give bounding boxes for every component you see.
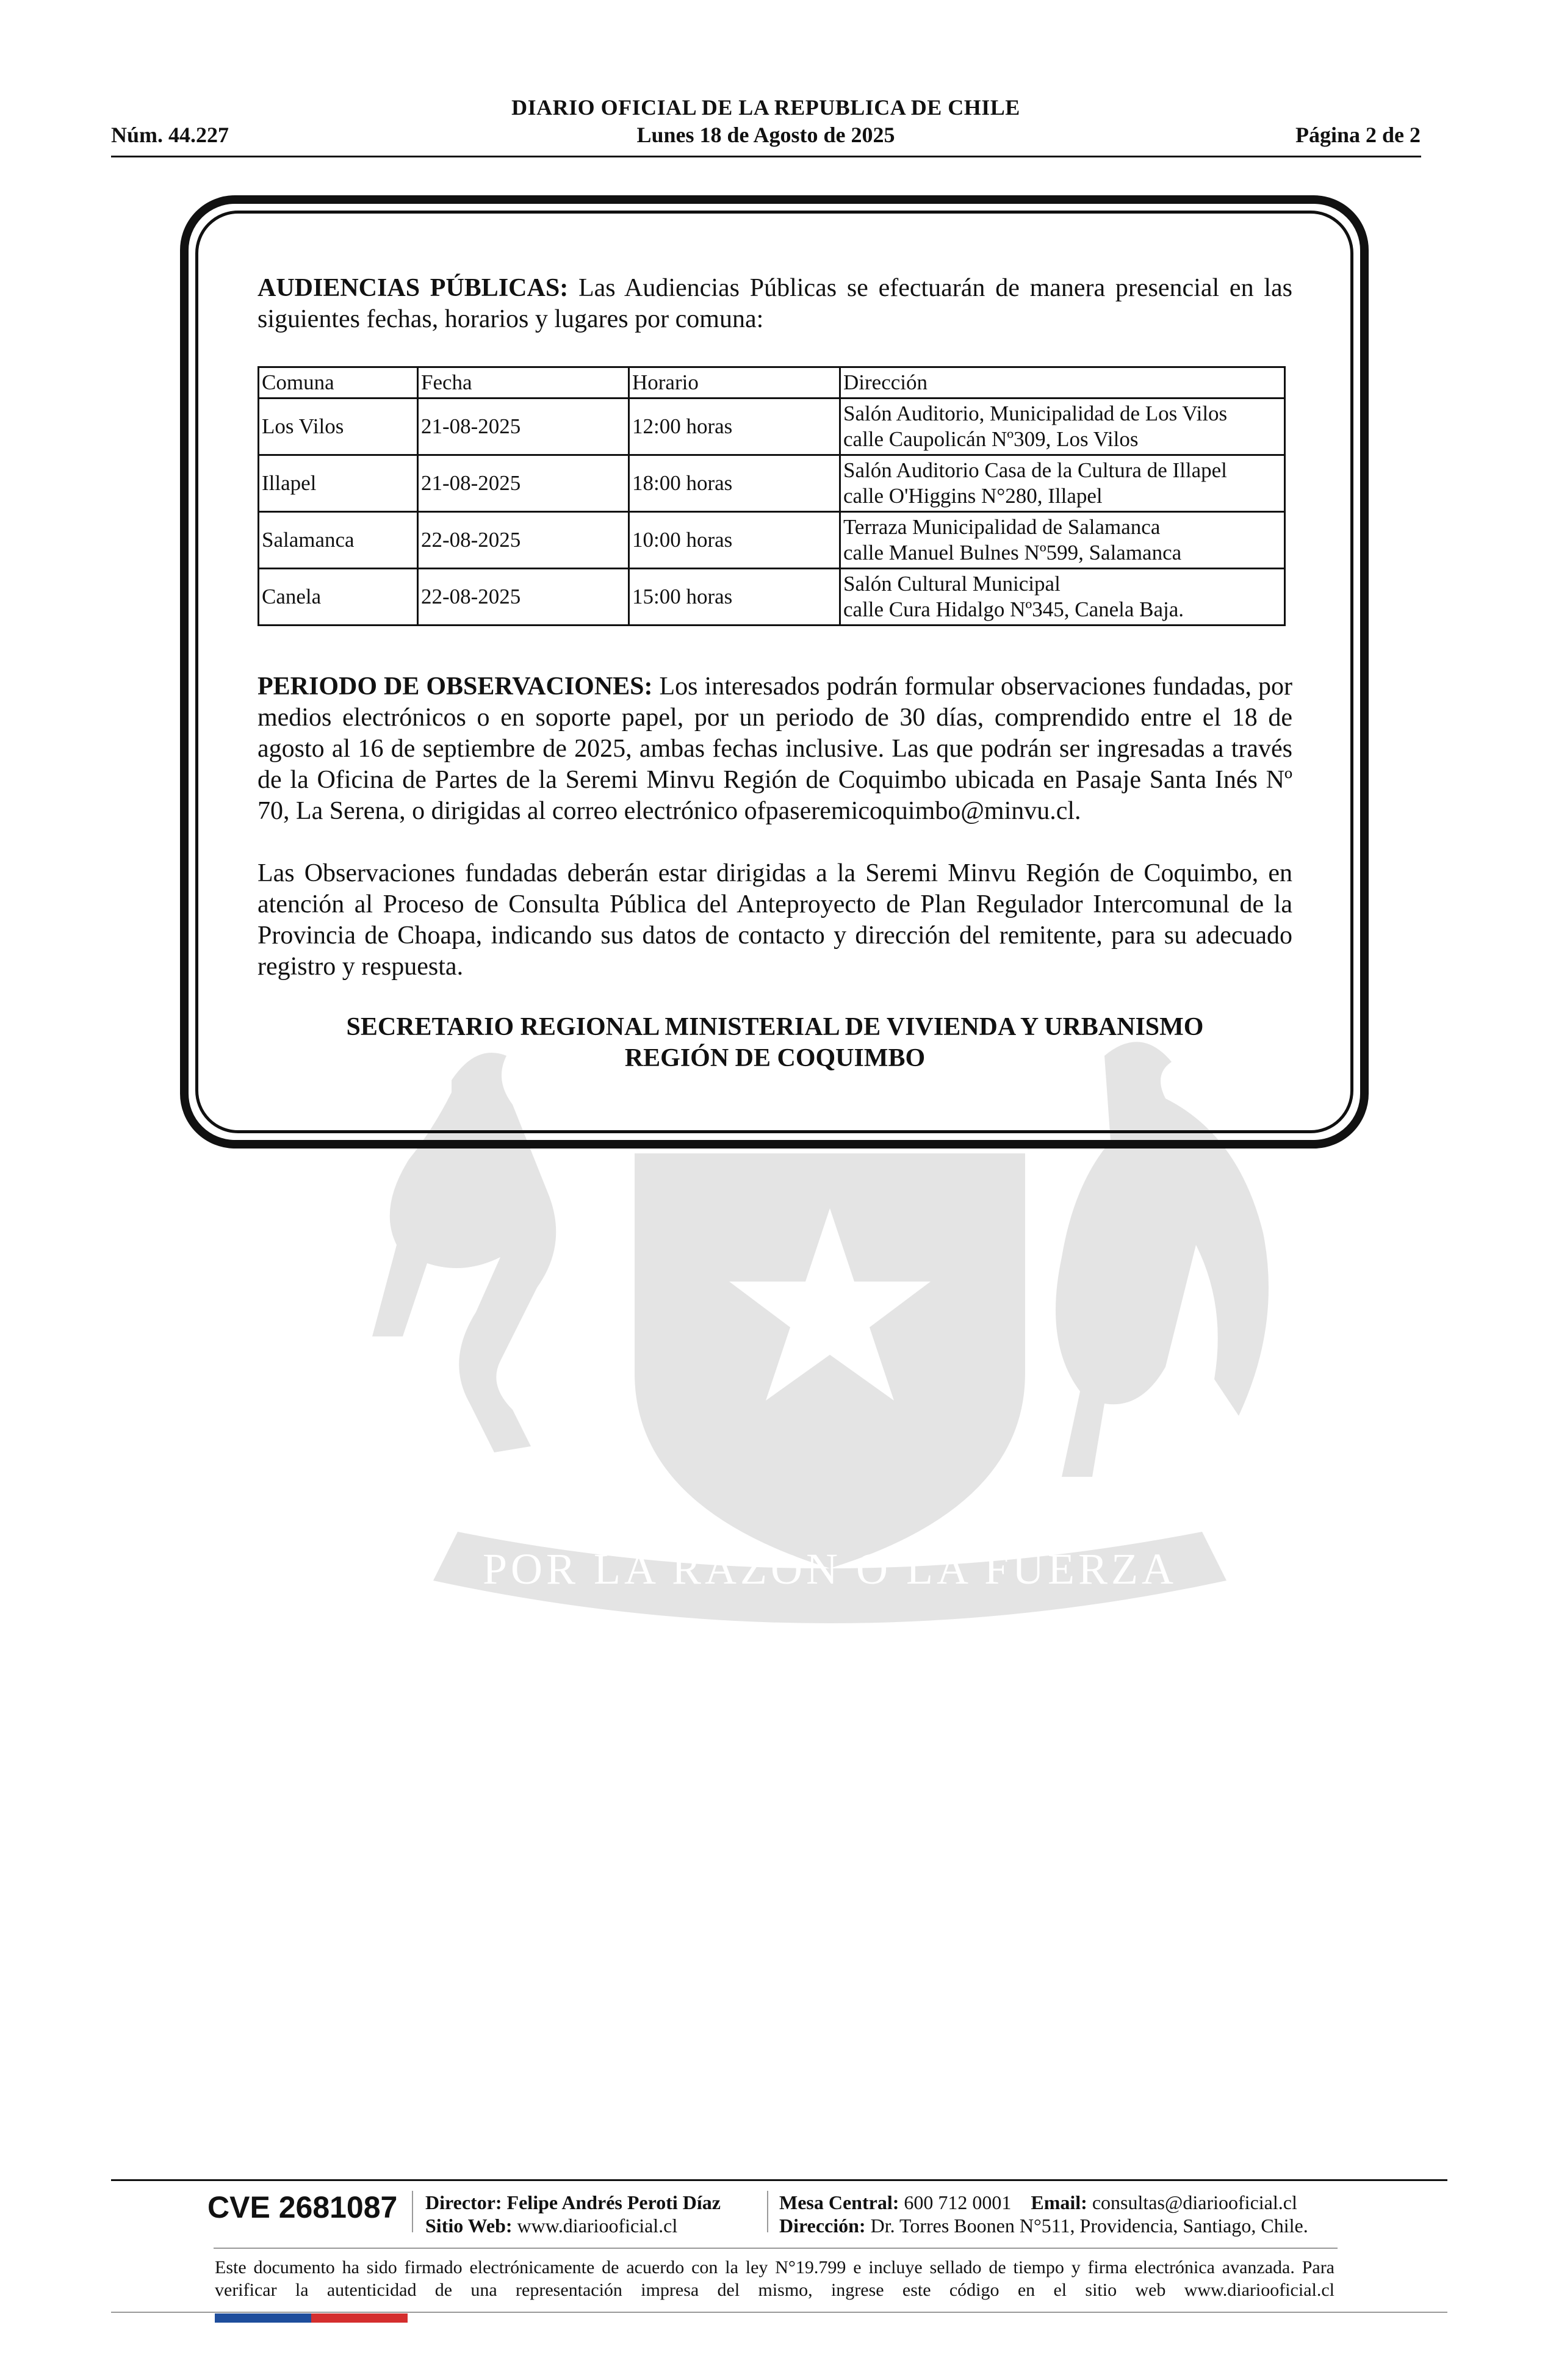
column-header-fecha: Fecha [418, 367, 629, 398]
periodo-heading: PERIODO DE OBSERVACIONES: [258, 673, 653, 701]
cell-fecha: 21-08-2025 [418, 398, 629, 455]
signature-line-1: SECRETARIO REGIONAL MINISTERIAL DE VIVIENDA Y URBANISMO [346, 1013, 1204, 1041]
cell-comuna: Los Vilos [259, 398, 418, 455]
direccion-line-2: calle Caupolicán Nº309, Los Vilos [843, 427, 1139, 451]
audiencias-text: Las Audiencias Públicas se efectuarán de manera presencial en las siguientes fechas, horarios y lugares por comuna: [258, 274, 1292, 333]
cell-direccion [840, 455, 1285, 512]
issue-date: Lunes 18 de Agosto de 2025 [636, 123, 895, 147]
direccion-line-2: calle Cura Hidalgo Nº345, Canela Baja. [843, 597, 1184, 621]
cell-direccion [840, 398, 1285, 455]
director-label: Director: [425, 2191, 502, 2213]
flag-stripe-red [311, 2313, 408, 2323]
email-label: Email: [1031, 2191, 1087, 2213]
column-header-horario: Horario [629, 367, 840, 398]
table-row [259, 398, 1285, 455]
flag-stripe-blue [215, 2313, 311, 2323]
signature-line-2: REGIÓN DE COQUIMBO [624, 1044, 926, 1072]
cell-comuna: Salamanca [259, 512, 418, 569]
observaciones-paragraph: Las Observaciones fundadas deberán estar dirigidas a la Seremi Minvu Región de Coquimbo, en atención al Proceso de Consulta Pública del Anteproyecto de Plan Regulador Intercomunal de la Provincia de Choapa, indicando sus datos de contacto y dirección del remitente, para su adecuado registro y respuesta. [258, 859, 1292, 981]
footer-separator [767, 2191, 768, 2232]
cell-fecha: 21-08-2025 [418, 455, 629, 512]
direccion-label: Dirección: [779, 2215, 866, 2237]
cell-fecha: 22-08-2025 [418, 512, 629, 569]
direccion-line-1: Terraza Municipalidad de Salamanca [843, 515, 1161, 539]
sitio-label: Sitio Web: [425, 2215, 513, 2237]
cell-horario: 15:00 horas [629, 569, 840, 626]
email-link[interactable]: consultas@diariooficial.cl [1092, 2191, 1297, 2213]
footer-divider-middle [214, 2248, 1338, 2249]
direccion-value: Dr. Torres Boonen N°511, Providencia, Santiago, Chile. [870, 2215, 1308, 2237]
mesa-label: Mesa Central: [779, 2191, 899, 2213]
page-indicator: Página 2 de 2 [1295, 123, 1421, 147]
sitio-link[interactable]: www.diariooficial.cl [517, 2215, 678, 2237]
table-header-row [259, 367, 1285, 398]
cell-horario: 18:00 horas [629, 455, 840, 512]
periodo-text: Los interesados podrán formular observaciones fundadas, por medios electrónicos o en soporte papel, por un periodo de 30 días, comprendido entre el 18 de agosto al 16 de septiembre de 2025, ambas fechas inclusive. Las que podrán ser ingresadas a través de la Oficina de Partes de la Seremi Minvu Región de Coquimbo ubicada en Pasaje Santa Inés Nº 70, La Serena, o dirigidas al correo electrónico ofpaseremicoquimbo@minvu.cl. [258, 673, 1292, 825]
footer-separator [412, 2191, 413, 2232]
header-divider [111, 156, 1421, 157]
cell-direccion [840, 512, 1285, 569]
cell-fecha: 22-08-2025 [418, 569, 629, 626]
schedule-table [258, 366, 1286, 626]
direccion-line-2: calle Manuel Bulnes Nº599, Salamanca [843, 541, 1182, 564]
legal-notice: Este documento ha sido firmado electrónicamente de acuerdo con la ley N°19.799 e incluye sellado de tiempo y firma electrónica avanzada. Para verificar la autenticidad de una representación impresa del mismo, ingrese este código en el sitio web www.diariooficial.cl [215, 2257, 1334, 2300]
column-header-comuna: Comuna [259, 367, 418, 398]
direccion-line-2: calle O'Higgins N°280, Illapel [843, 484, 1103, 508]
footer-divider-bottom [111, 2312, 1447, 2313]
cell-horario: 10:00 horas [629, 512, 840, 569]
mesa-phone: 600 712 0001 [904, 2191, 1012, 2213]
director-name: Felipe Andrés Peroti Díaz [506, 2191, 721, 2213]
table-row [259, 455, 1285, 512]
signature-block [258, 1012, 1292, 1074]
footer-divider-top [111, 2179, 1447, 2181]
table-row [259, 512, 1285, 569]
direccion-line-1: Salón Auditorio, Municipalidad de Los Vilos [843, 402, 1228, 425]
footer-director-column [425, 2191, 721, 2237]
watermark-motto: POR LA RAZON O LA FUERZA [482, 1545, 1178, 1593]
cell-comuna: Illapel [259, 455, 418, 512]
column-header-direccion: Dirección [840, 367, 1285, 398]
table-row [259, 569, 1285, 626]
direccion-line-1: Salón Auditorio Casa de la Cultura de Illapel [843, 458, 1227, 482]
periodo-paragraph [258, 671, 1292, 827]
newspaper-title: DIARIO OFICIAL DE LA REPUBLICA DE CHILE [511, 95, 1020, 120]
cell-horario: 12:00 horas [629, 398, 840, 455]
cell-direccion [840, 569, 1285, 626]
issue-number: Núm. 44.227 [111, 123, 229, 147]
footer-contact-column [779, 2191, 1308, 2237]
cve-code: CVE 2681087 [207, 2190, 398, 2224]
cell-comuna: Canela [259, 569, 418, 626]
direccion-line-1: Salón Cultural Municipal [843, 572, 1061, 596]
audiencias-paragraph [258, 273, 1292, 335]
audiencias-heading: AUDIENCIAS PÚBLICAS: [258, 274, 569, 302]
